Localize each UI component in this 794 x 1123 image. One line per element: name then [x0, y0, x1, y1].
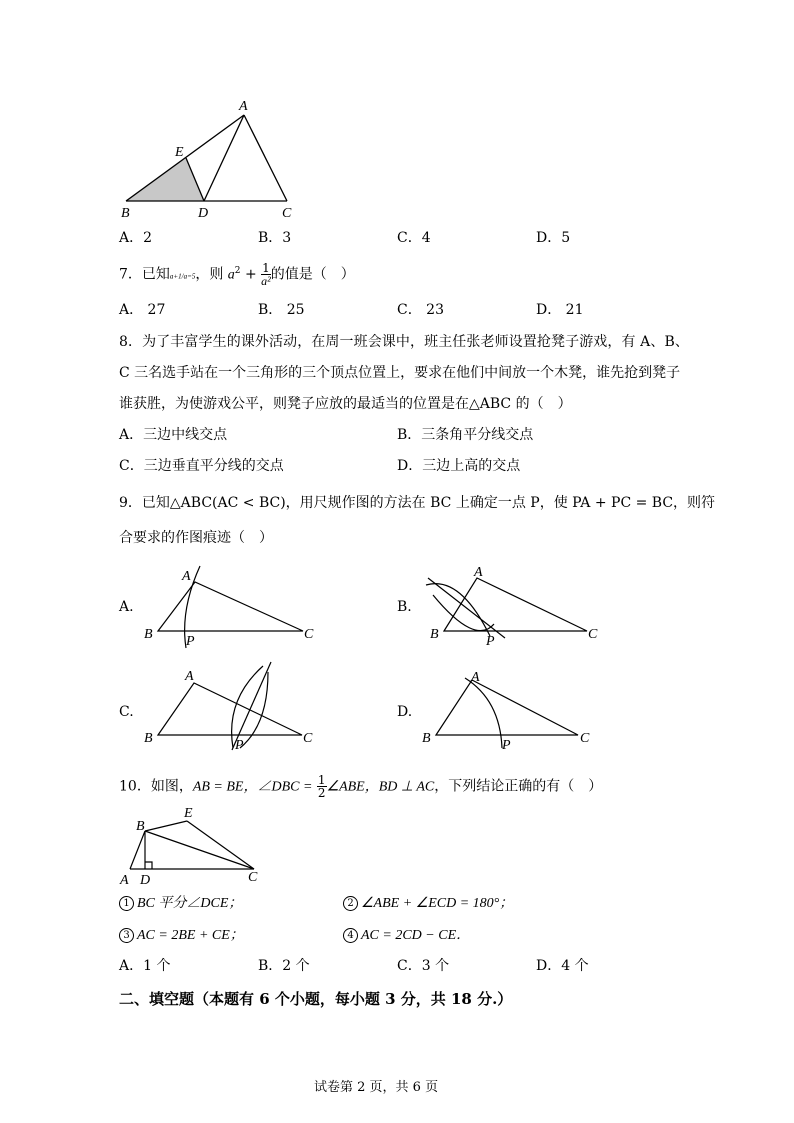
q9d-label-C: C — [580, 731, 590, 746]
q10-label-E: E — [184, 806, 193, 821]
q10-statement-4-num: 4 — [343, 928, 358, 943]
q9a-label-A: A — [182, 569, 191, 584]
q9-option-a-label: A. — [119, 599, 134, 615]
q10-statement-3-text: AC = 2BE + CE； — [137, 928, 244, 943]
q10-segment-AB — [130, 831, 145, 869]
q10-statement-2-text: ∠ABE + ∠ECD = 180°； — [361, 896, 514, 911]
q9d-label-P: P — [502, 738, 511, 753]
q10-statement-1-text: BC 平分∠DCE； — [137, 896, 243, 911]
q10-label-A: A — [120, 873, 129, 888]
q10-cond-1: AB = BE — [192, 779, 244, 795]
q6-label-D: D — [198, 206, 209, 221]
q9a-label-P: P — [186, 634, 195, 649]
q9b-label-P: P — [486, 634, 495, 649]
q7-option-b: B． 25 — [258, 302, 305, 318]
q10-frac-den: 2 — [317, 786, 326, 800]
q6-label-A: A — [239, 99, 248, 114]
q10-statement-3-num: 3 — [119, 928, 134, 943]
q7-expr-sup: 2 — [234, 266, 241, 276]
q6-option-a: A．2 — [119, 230, 153, 246]
q10-label-C: C — [248, 870, 258, 885]
q10-option-c: C．3 个 — [397, 958, 450, 974]
q10-option-d: D．4 个 — [536, 958, 589, 974]
q10-statement-2 — [343, 894, 513, 913]
q8-line-1: 8．为了丰富学生的课外活动，在周一班会课中，班主任张老师设置抢凳子游戏，有 A、B、 — [119, 334, 689, 350]
q6-option-c: C．4 — [397, 230, 431, 246]
q9-option-d-label: D. — [397, 704, 413, 720]
q9c-label-P: P — [235, 738, 244, 753]
q10-cond-2-post: ∠ABE — [326, 779, 365, 795]
q10-cond-3: ，BD ⊥ AC — [364, 779, 435, 795]
q9b-label-C: C — [588, 627, 598, 642]
q7-prefix: 7．已知 — [119, 266, 170, 283]
q8-option-d: D．三边上高的交点 — [397, 458, 521, 474]
q6-option-b: B．3 — [258, 230, 292, 246]
q9-line-2: 合要求的作图痕迹（ ） — [119, 530, 273, 546]
q9-option-b-label: B. — [397, 599, 412, 615]
q6-option-d: D．5 — [536, 230, 571, 246]
q10-label-B: B — [136, 819, 145, 834]
q7-option-a: A． 27 — [119, 302, 166, 318]
q6-label-B: B — [121, 206, 130, 221]
q10-statement-1 — [119, 894, 242, 913]
q9a-label-C: C — [304, 627, 314, 642]
q10-label-D: D — [140, 873, 151, 888]
q9b-label-A: A — [474, 565, 483, 580]
section-2-title: 二、填空题（本题有 6 个小题，每小题 3 分，共 18 分.） — [119, 990, 513, 1008]
q9c-label-A: A — [185, 669, 194, 684]
q8-option-c: C．三边垂直平分线的交点 — [119, 458, 284, 474]
q9d-label-B: B — [422, 731, 431, 746]
q10-statement-1-num: 1 — [119, 896, 134, 911]
q8-option-a: A．三边中线交点 — [119, 427, 228, 443]
q7-option-d: D． 21 — [536, 302, 584, 318]
q8-line-2: C 三名选手站在一个三角形的三个顶点位置上，要求在他们中间放一个木凳，谁先抢到凳子 — [119, 365, 681, 381]
q10-segment-EC — [187, 821, 254, 869]
q10-cond-2-pre: ，∠DBC = — [243, 779, 313, 795]
q9-option-c-label: C. — [119, 704, 134, 720]
q10-statement-4 — [343, 926, 470, 945]
q10-right-angle-mark — [145, 862, 152, 869]
q10-option-b: B．2 个 — [258, 958, 310, 974]
q9b-label-B: B — [430, 627, 439, 642]
q7-expr-plus: + — [244, 266, 257, 283]
q9c-label-C: C — [303, 731, 313, 746]
q7-frac-den: a² — [261, 274, 271, 289]
q6-label-E: E — [175, 145, 184, 160]
q6-label-C: C — [282, 206, 292, 221]
q8-option-b: B．三条角平分线交点 — [397, 427, 534, 443]
q10-statement-3 — [119, 926, 244, 945]
q9c-label-B: B — [144, 731, 153, 746]
q7-suffix: 的值是（ ） — [270, 266, 355, 283]
q8-line-3: 谁获胜，为使游戏公平，则凳子应放的最适当的位置是在△ABC 的（ ） — [119, 396, 572, 412]
q7-mid: ，则 — [195, 266, 224, 283]
q10-frac-num: 1 — [317, 773, 326, 787]
q10-segment-BC — [145, 831, 254, 869]
q10-statement-4-text: AC = 2CD − CE． — [361, 928, 471, 943]
page-footer: 试卷第 2 页，共 6 页 — [314, 1080, 439, 1095]
q10-prefix: 10．如图， — [119, 778, 193, 795]
q7-condition: a+1/a=5 — [169, 272, 196, 281]
q9d-label-A: A — [471, 670, 480, 685]
q10-option-a: A．1 个 — [119, 958, 171, 974]
q10-suffix: ，下列结论正确的有（ ） — [434, 778, 603, 795]
q10-segment-BE — [145, 821, 187, 831]
q9-line-1: 9．已知△ABC(AC < BC)，用尺规作图的方法在 BC 上确定一点 P，使 PA + PC = BC，则符 — [119, 495, 716, 511]
q9a-label-B: B — [144, 627, 153, 642]
q10-statement-2-num: 2 — [343, 896, 358, 911]
q7-frac-num: 1 — [262, 261, 270, 276]
q7-expr-a: a — [227, 267, 235, 283]
q7-option-c: C． 23 — [397, 302, 444, 318]
